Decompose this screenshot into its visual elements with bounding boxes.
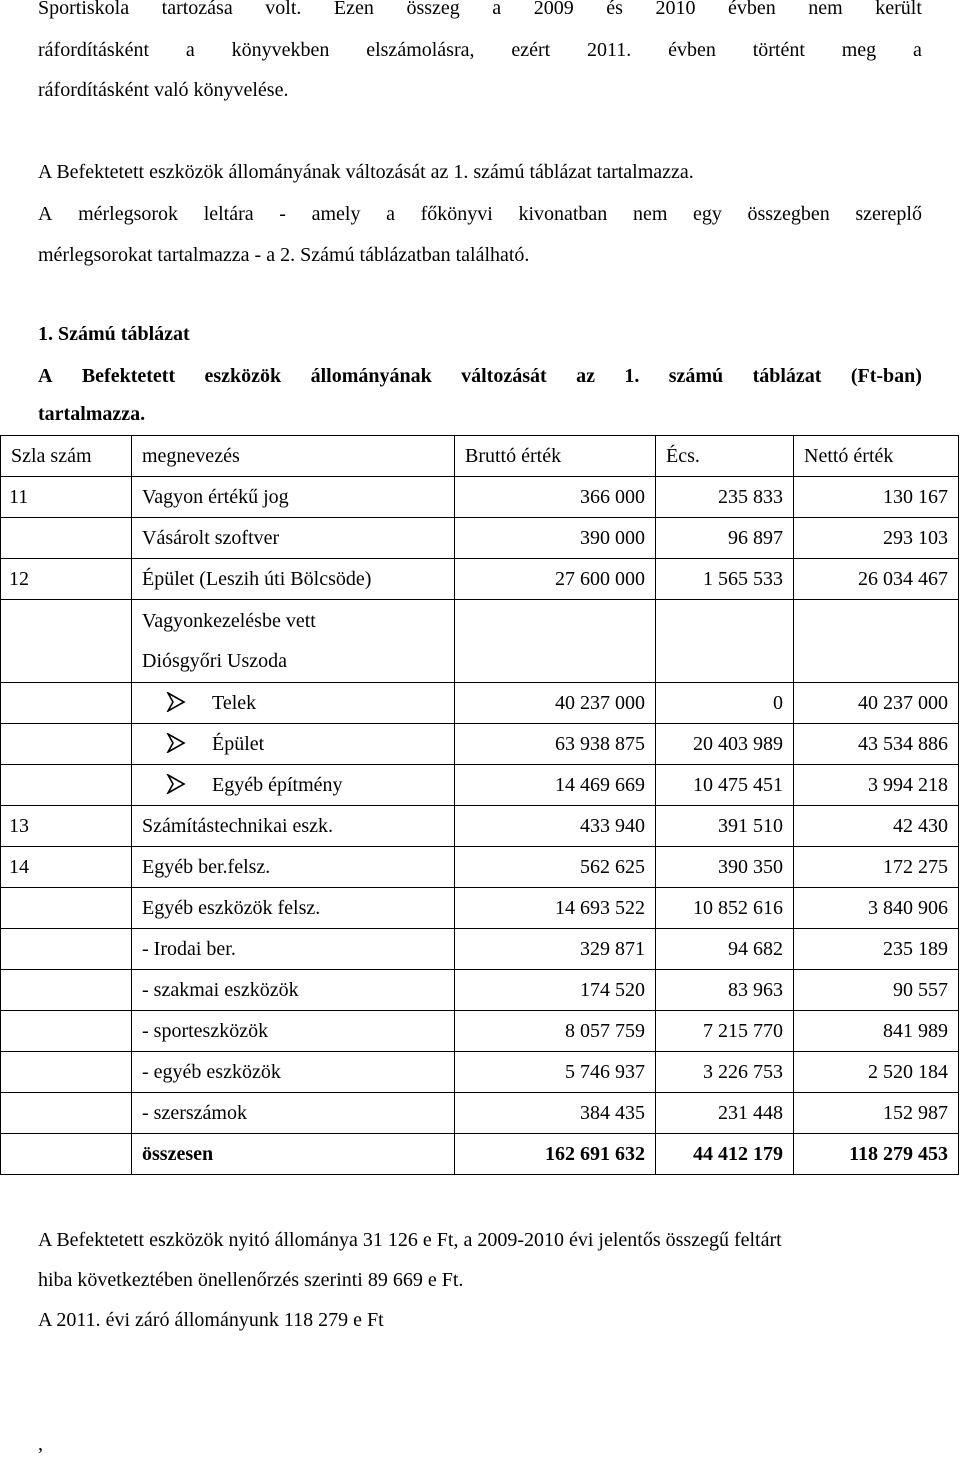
paragraph-1-line-1-word: 2010 (655, 0, 696, 19)
paragraph-3-line-1-word: - (279, 203, 286, 225)
item-name-text: Épület (Leszih úti Bölcsöde) (142, 567, 372, 590)
account-number-cell (1, 1052, 132, 1093)
gross-value-cell: 40 237 000 (455, 683, 656, 724)
paragraph-1-line-1-word: évben (727, 0, 776, 19)
paragraph-3-line-1-word: amely (311, 203, 361, 225)
net-value-cell: 3 840 906 (794, 888, 959, 929)
paragraph-1-line-1-word: és (606, 0, 623, 19)
table-caption-line-1 (38, 364, 922, 388)
item-name-cell (132, 724, 455, 765)
paragraph-2: A Befektetett eszközök állományának változását az 1. számú táblázat tartalmazza. (38, 161, 694, 183)
depreciation-cell: 10 852 616 (656, 888, 794, 929)
paragraph-3-line-1-word: főkönyvi (420, 203, 493, 225)
paragraph-3-line-1 (38, 202, 922, 226)
account-number-cell: 12 (1, 559, 132, 600)
paragraph-4-line-2: hiba következtében önellenőrzés szerinti 89 669 e Ft. (38, 1269, 464, 1291)
account-number-cell (1, 1093, 132, 1134)
paragraph-1-line-2 (38, 38, 922, 62)
net-value-cell: 3 994 218 (794, 765, 959, 806)
depreciation-cell: 1 565 533 (656, 559, 794, 600)
item-name-line: Diósgyőri Uszoda (142, 650, 287, 672)
item-name-text: - Irodai ber. (142, 937, 236, 960)
item-name-text: - szerszámok (142, 1101, 247, 1124)
table-row (1, 600, 959, 683)
arrow-bullet-icon (166, 774, 186, 794)
account-number-cell: 11 (1, 477, 132, 518)
item-name-text: Egyéb ber.felsz. (142, 855, 271, 878)
paragraph-1-line-2-word: ezért (511, 39, 551, 61)
paragraph-1-line-2-word: könyvekben (231, 39, 330, 61)
arrow-bullet-icon (166, 692, 186, 712)
gross-value-cell: 433 940 (455, 806, 656, 847)
net-value-cell: 26 034 467 (794, 559, 959, 600)
gross-value-cell: 162 691 632 (455, 1134, 656, 1175)
gross-value-cell: 366 000 (455, 477, 656, 518)
account-number-cell (1, 1134, 132, 1175)
paragraph-1-line-2-word: 2011. (587, 39, 632, 61)
table-row (1, 724, 959, 765)
table-total-row (1, 1134, 959, 1175)
item-name-cell (132, 559, 455, 600)
paragraph-1-line-2-word: elszámolásra, (366, 39, 475, 61)
paragraph-1-line-1-word: nem (808, 0, 843, 19)
table-row (1, 765, 959, 806)
paragraph-1-line-1-word: tartozása (161, 0, 233, 19)
table-caption-line-1-word: Befektetett (81, 365, 176, 387)
table-row (1, 477, 959, 518)
account-number-cell: 13 (1, 806, 132, 847)
gross-value-cell: 174 520 (455, 970, 656, 1011)
depreciation-cell: 390 350 (656, 847, 794, 888)
item-name-line: Vagyonkezelésbe vett (142, 610, 316, 632)
table-title: 1. Számú táblázat (38, 323, 190, 345)
account-number-cell (1, 888, 132, 929)
net-value-cell: 293 103 (794, 518, 959, 559)
paragraph-3-line-1-word: leltára (203, 203, 254, 225)
table-caption-line-1-word: eszközök (204, 365, 282, 387)
depreciation-cell: 20 403 989 (656, 724, 794, 765)
table-row (1, 806, 959, 847)
gross-value-cell: 63 938 875 (455, 724, 656, 765)
item-name-cell (132, 847, 455, 888)
table-header-row (1, 436, 959, 477)
gross-value-cell: 27 600 000 (455, 559, 656, 600)
item-name-cell (132, 806, 455, 847)
paragraph-3-line-1-word: összegben (747, 203, 830, 225)
table-caption-line-1-word: táblázat (752, 365, 822, 387)
table-caption-line-1-word: állományának (310, 365, 432, 387)
net-value-cell: 172 275 (794, 847, 959, 888)
depreciation-cell: 10 475 451 (656, 765, 794, 806)
gross-value-cell: 14 469 669 (455, 765, 656, 806)
depreciation-cell: 7 215 770 (656, 1011, 794, 1052)
table-row (1, 683, 959, 724)
item-name-text: - sporteszközök (142, 1019, 269, 1042)
net-value-cell: 152 987 (794, 1093, 959, 1134)
item-name-text: Egyéb építmény (212, 773, 343, 796)
depreciation-cell: 235 833 (656, 477, 794, 518)
item-name-text: Telek (212, 691, 257, 714)
item-name-text: Vásárolt szoftver (142, 526, 280, 549)
item-name-cell (132, 765, 455, 806)
item-name-text: - szakmai eszközök (142, 978, 299, 1001)
net-value-cell: 118 279 453 (794, 1134, 959, 1175)
table-caption-line-1-word: 1. (624, 365, 640, 387)
paragraph-1-line-3: ráfordításként való könyvelése. (38, 79, 289, 101)
gross-value-cell: 5 746 937 (455, 1052, 656, 1093)
paragraph-1-line-1-word: Sportiskola (38, 0, 130, 19)
paragraph-3-line-1-word: A (38, 203, 53, 225)
table-row (1, 518, 959, 559)
paragraph-1-line-2-word: évben (668, 39, 716, 61)
item-name-text: Egyéb eszközök felsz. (142, 896, 321, 919)
item-name-cell (132, 1011, 455, 1052)
gross-value-cell: 390 000 (455, 518, 656, 559)
net-value-cell: 40 237 000 (794, 683, 959, 724)
table-caption-line-1-word: az (576, 365, 595, 387)
paragraph-3-line-1-word: nem (632, 203, 668, 225)
item-name-text: Számítástechnikai eszk. (142, 814, 334, 837)
depreciation-cell: 231 448 (656, 1093, 794, 1134)
paragraph-3-line-2: mérlegsorokat tartalmazza - a 2. Számú táblázatban található. (38, 244, 530, 266)
paragraph-3-line-1-word: mérlegsorok (78, 203, 179, 225)
item-name-cell (132, 683, 455, 724)
table-row (1, 1052, 959, 1093)
paragraph-4-line-1: A Befektetett eszközök nyitó állománya 31 126 e Ft, a 2009-2010 évi jelentős összegű feltárt (38, 1229, 782, 1251)
fixed-assets-table (0, 435, 959, 1175)
gross-value-cell: 384 435 (455, 1093, 656, 1134)
paragraph-1-line-2-word: a (185, 39, 195, 61)
paragraph-1-line-1-word: volt. (265, 0, 302, 19)
net-value-cell: 130 167 (794, 477, 959, 518)
account-number-cell (1, 600, 132, 683)
header-net-value: Nettó érték (794, 436, 959, 477)
header-name: megnevezés (132, 436, 455, 477)
table-caption-line-1-word: változását (461, 365, 547, 387)
net-value-cell: 2 520 184 (794, 1052, 959, 1093)
table-row (1, 559, 959, 600)
gross-value-cell: 562 625 (455, 847, 656, 888)
net-value-cell: 90 557 (794, 970, 959, 1011)
depreciation-cell: 94 682 (656, 929, 794, 970)
item-name-cell (132, 477, 455, 518)
item-name-cell (132, 888, 455, 929)
table-caption-line-2: tartalmazza. (38, 403, 146, 425)
table-row (1, 970, 959, 1011)
item-name-text: Vagyon értékű jog (142, 485, 289, 508)
paragraph-1-line-2-word: meg (841, 39, 877, 61)
paragraph-1-line-1-word: 2009 (533, 0, 574, 19)
depreciation-cell: 3 226 753 (656, 1052, 794, 1093)
paragraph-1-line-1-word: összeg (406, 0, 460, 19)
paragraph-1-line-2-word: a (913, 39, 922, 61)
account-number-cell (1, 724, 132, 765)
depreciation-cell: 83 963 (656, 970, 794, 1011)
paragraph-3-line-1-word: kivonatban (518, 203, 608, 225)
account-number-cell (1, 683, 132, 724)
trailing-comma: , (38, 1433, 43, 1455)
table-row (1, 888, 959, 929)
item-name-cell (132, 518, 455, 559)
paragraph-1-line-1-word: került (875, 0, 922, 19)
depreciation-cell: 391 510 (656, 806, 794, 847)
net-value-cell: 43 534 886 (794, 724, 959, 765)
account-number-cell (1, 929, 132, 970)
table-caption-line-1-word: számú (668, 365, 724, 387)
paragraph-1-line-2-word: történt (752, 39, 805, 61)
account-number-cell: 14 (1, 847, 132, 888)
paragraph-1-line-1 (38, 0, 922, 20)
gross-value-cell (455, 600, 656, 683)
arrow-bullet-icon (166, 733, 186, 753)
table-caption-line-1-word: (Ft-ban) (850, 365, 922, 387)
net-value-cell: 235 189 (794, 929, 959, 970)
net-value-cell: 841 989 (794, 1011, 959, 1052)
account-number-cell (1, 518, 132, 559)
paragraph-5: A 2011. évi záró állományunk 118 279 e Ft (38, 1309, 384, 1331)
table-row (1, 1093, 959, 1134)
paragraph-1-line-2-word: ráfordításként (38, 39, 150, 61)
paragraph-3-line-1-word: szereplő (855, 203, 922, 225)
item-name-cell (132, 929, 455, 970)
gross-value-cell: 329 871 (455, 929, 656, 970)
gross-value-cell: 14 693 522 (455, 888, 656, 929)
table-row (1, 1011, 959, 1052)
depreciation-cell (656, 600, 794, 683)
paragraph-3-line-1-word: egy (693, 203, 722, 225)
header-depreciation: Écs. (656, 436, 794, 477)
table-row (1, 847, 959, 888)
item-name-cell (132, 1052, 455, 1093)
account-number-cell (1, 970, 132, 1011)
item-name-text: Épület (212, 732, 265, 755)
depreciation-cell: 96 897 (656, 518, 794, 559)
table-row (1, 929, 959, 970)
net-value-cell: 42 430 (794, 806, 959, 847)
paragraph-1-line-1-word: Ezen (333, 0, 374, 19)
item-name-text: összesen (142, 1142, 214, 1165)
paragraph-3-line-1-word: a (386, 203, 395, 225)
item-name-cell (132, 600, 455, 683)
gross-value-cell: 8 057 759 (455, 1011, 656, 1052)
header-gross-value: Bruttó érték (455, 436, 656, 477)
item-name-cell (132, 970, 455, 1011)
account-number-cell (1, 1011, 132, 1052)
item-name-text: - egyéb eszközök (142, 1060, 281, 1083)
depreciation-cell: 44 412 179 (656, 1134, 794, 1175)
net-value-cell (794, 600, 959, 683)
item-name-cell (132, 1134, 455, 1175)
depreciation-cell: 0 (656, 683, 794, 724)
table-caption-line-1-word: A (38, 365, 53, 387)
account-number-cell (1, 765, 132, 806)
paragraph-1-line-1-word: a (492, 0, 502, 19)
item-name-cell (132, 1093, 455, 1134)
header-account-number: Szla szám (1, 436, 132, 477)
